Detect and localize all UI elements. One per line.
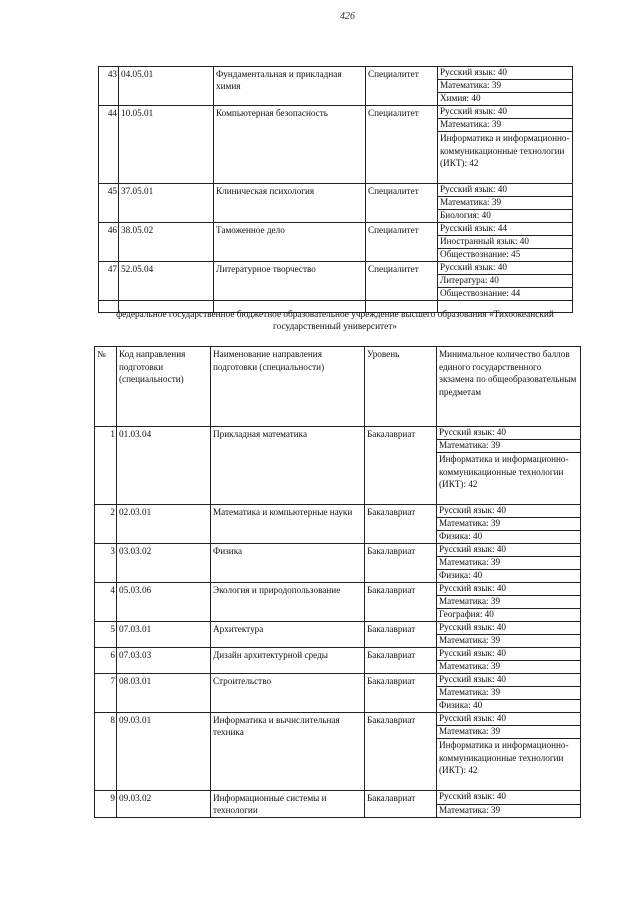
education-level: Бакалавриат: [365, 622, 437, 648]
education-level: Бакалавриат: [365, 427, 437, 505]
organization-title: федеральное государственное бюджетное образовательное учреждение высшего образования «Тихоокеанский государственный университет»: [116, 310, 554, 333]
direction-code: 02.03.01: [117, 505, 211, 544]
min-score-subject: Литература: 40: [438, 275, 573, 288]
min-score-subject: Математика: 39: [437, 726, 581, 739]
min-score-subject: Информатика и информационно-коммуникационные технологии (ИКТ): 42: [438, 132, 573, 184]
min-score-subject: География: 40: [437, 609, 581, 622]
min-score-subject: Биология: 40: [438, 210, 573, 223]
table-row: [95, 622, 581, 635]
page-number: 426: [340, 11, 355, 22]
min-score-subject: Физика: 40: [437, 570, 581, 583]
min-score-subject: Русский язык: 40: [437, 505, 581, 518]
direction-code: 37.05.01: [119, 184, 214, 223]
table-row: [95, 544, 581, 557]
min-score-subject: Русский язык: 40: [438, 262, 573, 275]
direction-code: 09.03.02: [117, 791, 211, 818]
min-score-subject: Химия: 40: [438, 93, 573, 106]
row-number: 4: [95, 583, 117, 622]
min-score-subject: Русский язык: 40: [437, 622, 581, 635]
direction-code: 07.03.03: [117, 648, 211, 674]
education-level: Специалитет: [366, 106, 438, 184]
row-number: 46: [99, 223, 119, 262]
table-row: [95, 713, 581, 726]
direction-name: Прикладная математика: [211, 427, 365, 505]
row-number: 1: [95, 427, 117, 505]
header-num: №: [95, 347, 117, 427]
direction-code: 01.03.04: [117, 427, 211, 505]
row-number: 3: [95, 544, 117, 583]
table-header-row: [95, 347, 581, 427]
min-score-subject: Русский язык: 40: [437, 583, 581, 596]
min-score-subject: Обществознание: 44: [438, 288, 573, 301]
direction-name: Информатика и вычислительная техника: [211, 713, 365, 791]
min-score-subject: Русский язык: 40: [437, 648, 581, 661]
direction-name: Таможенное дело: [214, 223, 366, 262]
education-level: Бакалавриат: [365, 505, 437, 544]
min-score-subject: Русский язык: 40: [437, 713, 581, 726]
direction-code: 08.03.01: [117, 674, 211, 713]
header-min-score: Минимальное количество баллов единого государственного экзамена по общеобразовательным предметам: [437, 347, 581, 427]
min-score-subject: Математика: 39: [437, 440, 581, 453]
direction-name: Компьютерная безопасность: [214, 106, 366, 184]
direction-name: Литературное творчество: [214, 262, 366, 301]
min-score-subject: Математика: 39: [437, 661, 581, 674]
direction-code: 03.03.02: [117, 544, 211, 583]
min-score-subject: Обществознание: 45: [438, 249, 573, 262]
min-score-subject: Математика: 39: [437, 635, 581, 648]
min-score-subject: Русский язык: 40: [437, 544, 581, 557]
table-row: [99, 184, 573, 197]
min-score-subject: Математика: 39: [437, 687, 581, 700]
table-row: [95, 791, 581, 805]
table-row: [99, 67, 573, 80]
table-row: [95, 427, 581, 440]
education-level: Бакалавриат: [365, 791, 437, 818]
education-level: Специалитет: [366, 223, 438, 262]
education-level: Бакалавриат: [365, 583, 437, 622]
table-row: [95, 648, 581, 661]
min-score-subject: Математика: 39: [437, 557, 581, 570]
direction-name: Архитектура: [211, 622, 365, 648]
table-row: [95, 505, 581, 518]
min-score-subject: Математика: 39: [437, 804, 581, 818]
direction-name: Дизайн архитектурной среды: [211, 648, 365, 674]
row-number: 47: [99, 262, 119, 301]
min-score-subject: Математика: 39: [437, 518, 581, 531]
table-row: [99, 262, 573, 275]
admission-table-continued: [98, 66, 573, 313]
education-level: Бакалавриат: [365, 713, 437, 791]
direction-name: Информационные системы и технологии: [211, 791, 365, 818]
min-score-subject: Русский язык: 40: [438, 67, 573, 80]
header-code: Код направления подготовки (специальности): [117, 347, 211, 427]
direction-name: Физика: [211, 544, 365, 583]
row-number: 6: [95, 648, 117, 674]
direction-code: 07.03.01: [117, 622, 211, 648]
education-level: Бакалавриат: [365, 674, 437, 713]
direction-code: 38.05.02: [119, 223, 214, 262]
min-score-subject: Физика: 40: [437, 531, 581, 544]
min-score-subject: Русский язык: 40: [437, 427, 581, 440]
min-score-subject: Математика: 39: [437, 596, 581, 609]
row-number: 2: [95, 505, 117, 544]
direction-code: 05.03.06: [117, 583, 211, 622]
min-score-subject: Математика: 39: [438, 119, 573, 132]
direction-name: Фундаментальная и прикладная химия: [214, 67, 366, 106]
direction-code: 52.05.04: [119, 262, 214, 301]
min-score-subject: Математика: 39: [438, 80, 573, 93]
education-level: Бакалавриат: [365, 648, 437, 674]
row-number: 5: [95, 622, 117, 648]
row-number: 43: [99, 67, 119, 106]
direction-name: Экология и природопользование: [211, 583, 365, 622]
min-score-subject: Математика: 39: [438, 197, 573, 210]
row-number: 45: [99, 184, 119, 223]
min-score-subject: Информатика и информационно-коммуникационные технологии (ИКТ): 42: [437, 453, 581, 505]
row-number: 9: [95, 791, 117, 818]
min-score-subject: Информатика и информационно-коммуникационные технологии (ИКТ): 42: [437, 739, 581, 791]
education-level: Специалитет: [366, 67, 438, 106]
direction-name: Клиническая психология: [214, 184, 366, 223]
education-level: Бакалавриат: [365, 544, 437, 583]
min-score-subject: Русский язык: 40: [438, 184, 573, 197]
education-level: Специалитет: [366, 184, 438, 223]
min-score-subject: Иностранный язык: 40: [438, 236, 573, 249]
min-score-subject: Русский язык: 40: [437, 791, 581, 805]
table-row: [99, 223, 573, 236]
admission-table: [94, 346, 581, 818]
direction-code: 09.03.01: [117, 713, 211, 791]
min-score-subject: Русский язык: 40: [438, 106, 573, 119]
education-level: Специалитет: [366, 262, 438, 301]
table-row: [95, 674, 581, 687]
header-level: Уровень: [365, 347, 437, 427]
direction-name: Математика и компьютерные науки: [211, 505, 365, 544]
direction-code: 04.05.01: [119, 67, 214, 106]
table-row: [95, 583, 581, 596]
row-number: 8: [95, 713, 117, 791]
row-number: 7: [95, 674, 117, 713]
min-score-subject: Физика: 40: [437, 700, 581, 713]
direction-name: Строительство: [211, 674, 365, 713]
header-name: Наименование направления подготовки (специальности): [211, 347, 365, 427]
min-score-subject: Русский язык: 44: [438, 223, 573, 236]
min-score-subject: Русский язык: 40: [437, 674, 581, 687]
row-number: 44: [99, 106, 119, 184]
table-row: [99, 106, 573, 119]
direction-code: 10.05.01: [119, 106, 214, 184]
